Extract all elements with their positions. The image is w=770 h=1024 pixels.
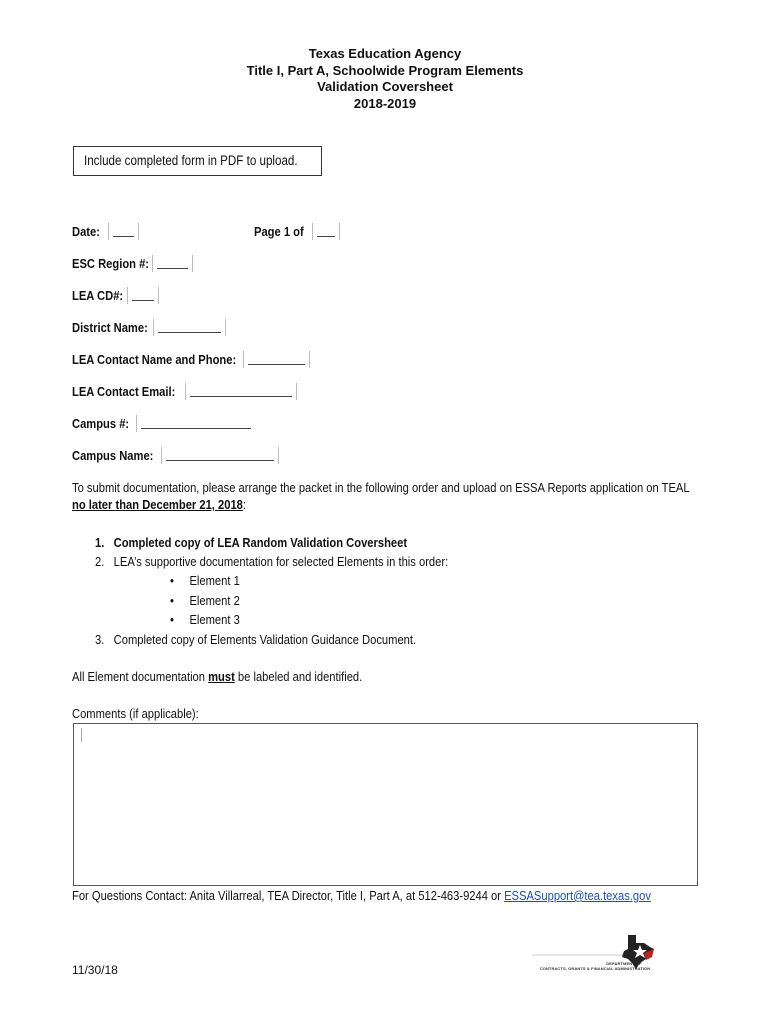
logo-caption	[530, 961, 660, 971]
district-name-row	[72, 320, 160, 335]
lea-cd-label: LEA CD#:	[72, 288, 124, 303]
campus-name-field[interactable]	[161, 447, 279, 464]
page-total-field[interactable]	[312, 223, 340, 240]
date-label: Date:	[72, 224, 100, 239]
list-item	[95, 535, 458, 550]
upload-note-box	[73, 146, 322, 176]
date-field[interactable]	[108, 223, 139, 240]
item-number: 3.	[95, 632, 105, 647]
page-label: Page 1 of	[254, 224, 304, 239]
labeling-prefix: All Element documentation	[72, 669, 209, 684]
lea-email-field[interactable]	[185, 383, 297, 400]
contact-line	[72, 888, 745, 903]
deadline-line	[72, 497, 274, 512]
form-title: Validation Coversheet	[317, 79, 453, 94]
campus-num-field[interactable]	[136, 415, 255, 432]
contact-text: For Questions Contact: Anita Villarreal, TEA Director, Title I, Part A, at 512-463-9244 or	[72, 888, 505, 903]
document-header	[0, 46, 770, 112]
campus-name-label: Campus Name:	[72, 448, 154, 463]
district-name-field[interactable]	[153, 319, 226, 336]
bullet-item	[170, 593, 251, 608]
deadline-suffix: :	[242, 497, 247, 512]
labeling-must: must	[208, 669, 235, 684]
comments-label: Comments (if applicable):	[72, 706, 199, 721]
lea-email-label: LEA Contact Email:	[72, 384, 176, 399]
campus-name-row	[72, 448, 167, 463]
lea-cd-row	[72, 288, 131, 303]
comments-label-row	[72, 706, 219, 721]
item-text: Completed copy of Elements Validation Guidance Document.	[113, 632, 417, 647]
esc-region-label: ESC Region #:	[72, 256, 150, 271]
bullet-text: Element 3	[189, 612, 240, 627]
lea-email-row	[72, 384, 192, 399]
text-cursor	[81, 728, 82, 742]
agency-title: Texas Education Agency	[308, 46, 462, 61]
logo-caption-line2: CONTRACTS, GRANTS & FINANCIAL ADMINISTRATION	[539, 966, 651, 971]
deadline-text: no later than December 21, 2018	[72, 497, 243, 512]
bullet-icon: •	[170, 573, 174, 588]
bullet-text: Element 1	[189, 573, 240, 588]
item-text: Completed copy of LEA Random Validation Coversheet	[113, 535, 408, 550]
date-row	[72, 224, 105, 239]
list-item	[95, 632, 468, 647]
lea-contact-row	[72, 352, 263, 367]
esc-region-row	[72, 256, 162, 271]
list-item	[95, 554, 506, 569]
logo-caption-line1: DEPARTMENT OF	[606, 961, 642, 966]
district-name-label: District Name:	[72, 320, 148, 335]
program-title: Title I, Part A, Schoolwide Program Elements	[246, 62, 524, 78]
bullet-item	[170, 612, 251, 627]
instructions-line	[72, 480, 770, 495]
bullet-icon: •	[170, 612, 174, 627]
campus-num-row	[72, 416, 138, 431]
footer-date: 11/30/18	[72, 963, 118, 977]
lea-contact-field[interactable]	[243, 351, 310, 368]
school-year: 2018-2019	[353, 95, 417, 111]
bullet-item	[170, 573, 251, 588]
labeling-note	[72, 669, 410, 684]
bullet-icon: •	[170, 593, 174, 608]
page-row	[254, 224, 312, 239]
item-number: 1.	[95, 535, 105, 550]
campus-num-label: Campus #:	[72, 416, 130, 431]
contact-email-link[interactable]: ESSASupport@tea.texas.gov	[504, 888, 651, 903]
upload-note: Include completed form in PDF to upload.	[84, 153, 298, 168]
lea-cd-field[interactable]	[127, 287, 159, 304]
comments-field[interactable]	[73, 723, 698, 886]
item-number: 2.	[95, 554, 105, 569]
bullet-text: Element 2	[189, 593, 240, 608]
lea-contact-label: LEA Contact Name and Phone:	[72, 352, 237, 367]
esc-region-field[interactable]	[152, 255, 193, 272]
instructions-text: To submit documentation, please arrange the packet in the following order and upload on ESSA Reports application on TEAL	[72, 480, 690, 495]
labeling-suffix: be labeled and identified.	[234, 669, 363, 684]
item-text: LEA’s supportive documentation for selected Elements in this order:	[113, 554, 449, 569]
